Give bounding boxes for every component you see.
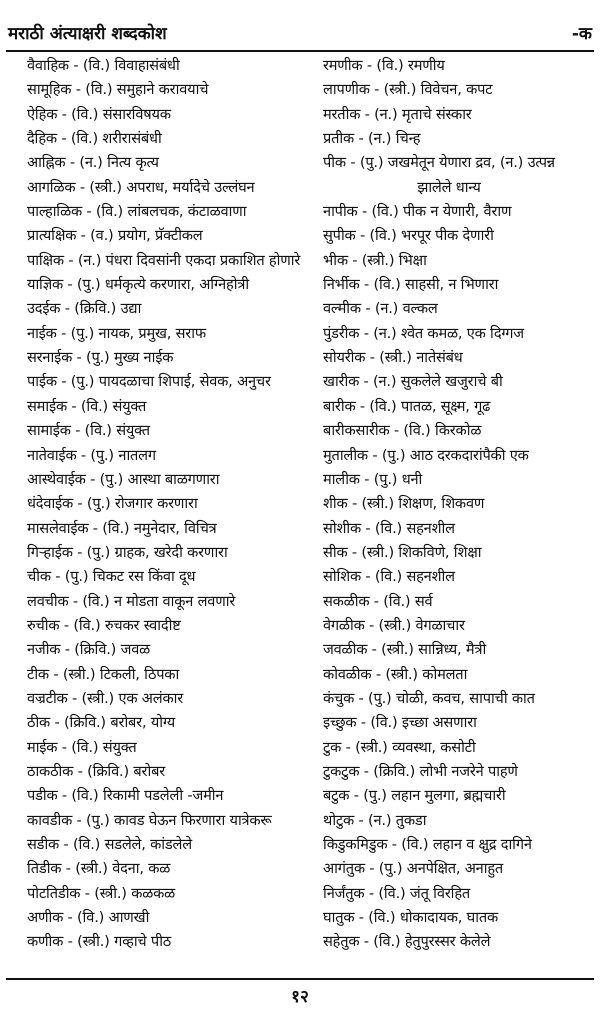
dictionary-entry: धंदेवाईक - (पु.) रोजगार करणारा bbox=[27, 495, 198, 513]
dictionary-entry: लापणीक - (स्त्री.) विवेचन, कपट bbox=[323, 81, 493, 99]
dictionary-entry: रुचीक - (वि.) रुचकर स्वादीष्ट bbox=[27, 616, 181, 634]
dictionary-entry: पडीक - (वि.) रिकामी पडलेली -जमीन bbox=[27, 787, 224, 805]
entry-continuation: झालेले धान्य bbox=[417, 178, 481, 196]
page-header bbox=[8, 18, 592, 46]
dictionary-entry: सडीक - (वि.) सडलेले, कांडलेले bbox=[27, 836, 192, 853]
dictionary-entry: कावडीक - (पु.) कावड घेऊन फिरणारा यात्रेकरू bbox=[27, 811, 272, 829]
dictionary-entry: सामूहिक - (वि.) समुहाने करावयाचे bbox=[27, 81, 209, 99]
dictionary-entry: नातेवाईक - (पु.) नातलग bbox=[27, 446, 156, 464]
dictionary-entry: ऐहिक - (वि.) संसारविषयक bbox=[27, 105, 171, 123]
dictionary-entry: थोटुक - (न.) तुकडा bbox=[323, 811, 427, 829]
dictionary-entry: खारीक - (न.) सुकलेले खजुराचे बी bbox=[323, 373, 503, 391]
dictionary-entry: किडुकमिडुक - (वि.) लहान व क्षुद्र दागिने bbox=[323, 836, 532, 853]
dictionary-entry: निर्भीक - (वि.) साहसी, न भिणारा bbox=[323, 276, 499, 294]
dictionary-entry: सकळीक - (वि.) सर्व bbox=[323, 592, 433, 610]
dictionary-entry: सामाईक - (वि.) संयुक्त bbox=[27, 422, 150, 440]
dictionary-entry: नापीक - (वि.) पीक न येणारी, वैराण bbox=[323, 203, 512, 221]
dictionary-entry: आगळिक - (स्त्री.) अपराध, मर्यादेचे उल्लंघन bbox=[27, 178, 255, 196]
dictionary-entry: बारीकसारीक - (वि.) किरकोळ bbox=[323, 422, 482, 440]
dictionary-entry: सोशीक - (वि.) सहनशील bbox=[323, 519, 455, 537]
left-column bbox=[27, 54, 309, 955]
dictionary-entry: सोयरीक - (स्त्री.) नातेसंबंध bbox=[323, 349, 463, 367]
dictionary-entry: जवळीक - (स्त्री.) सान्निध्य, मैत्री bbox=[323, 641, 487, 659]
dictionary-entry: टुक - (स्त्री.) व्यवस्था, कसोटी bbox=[323, 738, 476, 756]
dictionary-entry: रमणीक - (वि.) रमणीय bbox=[323, 57, 445, 74]
dictionary-entry: घातुक - (वि.) धोकादायक, घातक bbox=[323, 909, 498, 927]
dictionary-entry: कोवळीक - (स्त्री.) कोमलता bbox=[323, 665, 468, 683]
dictionary-entry: सीक - (स्त्री.) शिकविणे, शिक्षा bbox=[323, 543, 482, 561]
dictionary-entry: शीक - (स्त्री.) शिक्षण, शिकवण bbox=[323, 495, 485, 513]
dictionary-entry: अणीक - (वि.) आणखी bbox=[27, 909, 150, 927]
dictionary-entry: मरतीक - (न.) मृताचे संस्कार bbox=[323, 105, 472, 123]
dictionary-entry: मालीक - (पु.) धनी bbox=[323, 470, 423, 488]
dictionary-entry: ठीक - (क्रिवि.) बरोबर, योग्य bbox=[27, 714, 176, 732]
dictionary-entry: याज्ञिक - (पु.) धर्मकृत्ये करणारा, अग्निहोत्री bbox=[27, 276, 249, 294]
dictionary-entry: पाईक - (पु.) पायदळाचा शिपाई, सेवक, अनुचर bbox=[27, 373, 271, 391]
dictionary-entry: गिऱ्हाईक - (पु.) ग्राहक, खरेदी करणारा bbox=[27, 543, 228, 561]
dictionary-entry: सहेतुक - (वि.) हेतुपुरस्सर केलेले bbox=[323, 933, 491, 951]
dictionary-entry: पीक - (पु.) जखमेतून येणारा द्रव, (न.) उत्पन्न bbox=[323, 154, 555, 172]
dictionary-entry: वज्रटीक - (स्त्री.) एक अलंकार bbox=[27, 689, 183, 707]
dictionary-entry: पाल्हाळिक - (वि.) लांबलचक, कंटाळवाणा bbox=[27, 203, 247, 221]
dictionary-entry: वेगळीक - (स्त्री.) वेगळाचार bbox=[323, 616, 465, 634]
dictionary-entry: निर्जंतुक - (वि.) जंतू विरहित bbox=[323, 884, 471, 902]
dictionary-entry: वल्मीक - (न.) वल्कल bbox=[323, 300, 438, 318]
dictionary-entry: आगंतुक - (पु.) अनपेक्षित, अनाहुत bbox=[323, 860, 504, 878]
dictionary-entry: प्रात्यक्षिक - (व.) प्रयोग, प्रॅक्टीकल bbox=[27, 227, 203, 245]
dictionary-entry: मासलेवाईक - (वि.) नमुनेदार, विचित्र bbox=[27, 519, 217, 537]
dictionary-entry: आह्निक - (न.) नित्य कृत्य bbox=[27, 154, 159, 172]
dictionary-entry: माईक - (वि.) संयुक्त bbox=[27, 738, 137, 756]
section-letter: -क bbox=[571, 23, 592, 44]
dictionary-entry: पुंडरीक - (न.) श्वेत कमळ, एक दिग्गज bbox=[323, 324, 524, 342]
dictionary-entry: नजीक - (क्रिवि.) जवळ bbox=[27, 641, 151, 659]
dictionary-entry: टीक - (स्त्री.) टिकली, ठिपका bbox=[27, 665, 180, 683]
dictionary-entry: कंचुक - (पु.) चोळी, कवच, सापाची कात bbox=[323, 689, 535, 707]
dictionary-entry: उदईक - (क्रिवि.) उद्या bbox=[27, 300, 142, 318]
dictionary-entry: टुकटुक - (क्रिवि.) लोभी नजरेने पाहणे bbox=[323, 762, 518, 780]
dictionary-entry: दैहिक - (वि.) शरीरासंबंधी bbox=[27, 130, 162, 148]
dictionary-entry: सुपीक - (वि.) भरपूर पीक देणारी bbox=[323, 227, 494, 245]
dictionary-entry: तिडीक - (स्त्री.) वेदना, कळ bbox=[27, 860, 171, 878]
dictionary-entry: चीक - (पु.) चिकट रस किंवा दूध bbox=[27, 568, 196, 586]
dictionary-entry: सरनाईक - (पु.) मुख्य नाईक bbox=[27, 349, 174, 367]
dictionary-entry: आस्थेवाईक - (पु.) आस्था बाळगणारा bbox=[27, 470, 220, 488]
book-title: मराठी अंत्याक्षरी शब्दकोश bbox=[8, 23, 167, 44]
dictionary-entry: समाईक - (वि.) संयुक्त bbox=[27, 397, 147, 415]
dictionary-entry: लवचीक - (वि.) न मोडता वाकून लवणारे bbox=[27, 592, 236, 610]
dictionary-entry: ठाकठीक - (क्रिवि.) बरोबर bbox=[27, 762, 166, 780]
page-number: १२ bbox=[291, 987, 309, 1007]
dictionary-entry: भीक - (स्त्री.) भिक्षा bbox=[323, 251, 427, 269]
dictionary-entry: प्रतीक - (न.) चिन्ह bbox=[323, 130, 421, 148]
dictionary-entry: इच्छुक - (वि.) इच्छा असणारा bbox=[323, 714, 477, 732]
footer-divider bbox=[6, 978, 594, 980]
dictionary-entry: नाईक - (पु.) नायक, प्रमुख, सराफ bbox=[27, 324, 206, 342]
header-divider bbox=[6, 50, 594, 52]
dictionary-entry: पोटतिडीक - (स्त्री.) कळकळ bbox=[27, 884, 176, 902]
dictionary-entry: पाक्षिक - (न.) पंधरा दिवसांनी एकदा प्रकाशित होणारे bbox=[27, 251, 301, 269]
dictionary-entry: बटुक - (पु.) लहान मुलगा, ब्रह्मचारी bbox=[323, 787, 506, 805]
dictionary-entry: मुतालीक - (पु.) आठ दरकदारांपैकी एक bbox=[323, 446, 529, 464]
dictionary-entry: कणीक - (स्त्री.) गव्हाचे पीठ bbox=[27, 933, 172, 951]
dictionary-entry: सोशिक - (वि.) सहनशील bbox=[323, 568, 455, 586]
dictionary-entry: बारीक - (वि.) पातळ, सूक्ष्म, गूढ bbox=[323, 397, 491, 415]
dictionary-entry: वैवाहिक - (वि.) विवाहासंबंधी bbox=[27, 57, 180, 74]
right-column bbox=[323, 54, 595, 955]
